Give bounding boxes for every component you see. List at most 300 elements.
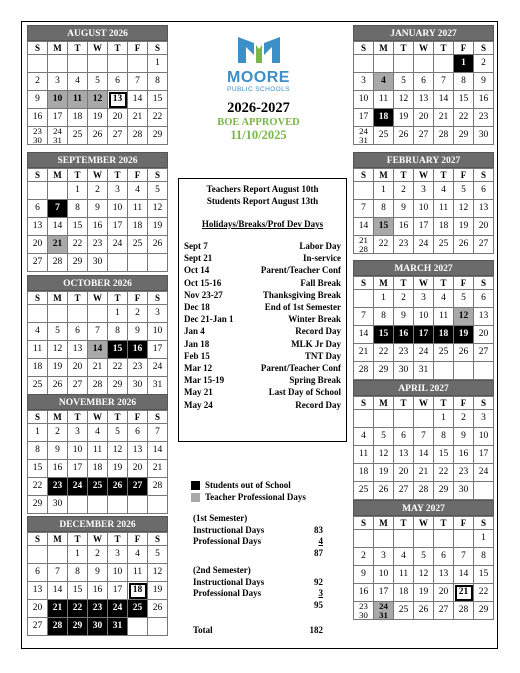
empty-cell: [108, 254, 128, 272]
week-row: [28, 73, 168, 91]
week-row: [354, 428, 494, 446]
day-cell: 14: [48, 218, 68, 236]
week-row: [354, 290, 494, 308]
day-cell: [28, 127, 48, 145]
legend-label: Teacher Professional Days: [205, 492, 306, 502]
month-grid: [27, 168, 168, 272]
day-cell: 9: [454, 428, 474, 446]
day-cell: 8: [68, 564, 88, 582]
school-year: 2026-2027: [227, 100, 290, 116]
legend: [191, 479, 306, 503]
day-cell: 27: [434, 602, 454, 620]
day-cell: 29: [68, 618, 88, 636]
week-row: [28, 460, 168, 478]
week-row: [354, 55, 494, 73]
empty-cell: [414, 410, 434, 428]
day-cell: 10: [108, 200, 128, 218]
empty-cell: [28, 182, 48, 200]
weekday-label: M: [48, 42, 68, 55]
day-cell: 23: [454, 464, 474, 482]
weekday-label: F: [454, 517, 474, 530]
day-cell: 26: [48, 377, 68, 395]
day-cell: 2: [128, 305, 148, 323]
day-cell: 6: [394, 428, 414, 446]
month-title: APRIL 2027: [353, 380, 494, 396]
empty-cell: [354, 530, 374, 548]
weekday-label: F: [454, 169, 474, 182]
week-row: [28, 323, 168, 341]
day-cell: 9: [474, 73, 494, 91]
empty-cell: [434, 530, 454, 548]
legend-item: [191, 479, 306, 491]
day-cell: 4: [68, 73, 88, 91]
day-cell: 27: [128, 478, 148, 496]
weekday-label: S: [474, 277, 494, 290]
week-row: [28, 127, 168, 145]
week-row: [28, 109, 168, 127]
week-row: [28, 377, 168, 395]
week-row: [354, 530, 494, 548]
day-cell: 9: [88, 564, 108, 582]
day-cell: 5: [48, 323, 68, 341]
day-cell: 30: [474, 127, 494, 145]
day-cell: 29: [434, 482, 454, 500]
empty-cell: [68, 55, 88, 73]
day-cell: 13: [474, 200, 494, 218]
day-cell: 30: [88, 618, 108, 636]
day-cell: 22: [148, 109, 168, 127]
day-cell: 13: [434, 566, 454, 584]
event-label: MLK Jr Day: [291, 338, 341, 349]
calendar-feb: [353, 152, 494, 254]
empty-cell: [88, 55, 108, 73]
week-row: [354, 127, 494, 145]
day-cell: 30: [394, 362, 414, 380]
weekday-label: M: [48, 411, 68, 424]
weekday-label: T: [108, 411, 128, 424]
day-cell: 25: [434, 236, 454, 254]
event-label: End of 1st Semester: [264, 302, 341, 313]
day-cell: 22: [474, 584, 494, 602]
weekday-label: S: [474, 517, 494, 530]
day-cell: 7: [354, 308, 374, 326]
week-row: [28, 442, 168, 460]
day-cell: 31: [414, 362, 434, 380]
weekday-label: S: [28, 411, 48, 424]
sem1-prof-label: Professional Days: [193, 536, 262, 546]
empty-cell: [128, 618, 148, 636]
sem1-prof-row: [193, 536, 323, 548]
day-cell: 6: [128, 424, 148, 442]
day-cell: 26: [108, 478, 128, 496]
weekday-header: [28, 42, 168, 55]
week-row: [28, 424, 168, 442]
weekday-label: T: [108, 292, 128, 305]
teachers-report: Teachers Report August 10th: [206, 184, 319, 194]
empty-cell: [414, 530, 434, 548]
day-cell: 13: [28, 582, 48, 600]
weekday-header: [28, 169, 168, 182]
day-cell: 10: [354, 91, 374, 109]
day-cell: 19: [108, 460, 128, 478]
day-cell: 16: [88, 218, 108, 236]
weekday-label: S: [354, 397, 374, 410]
day-cell: 19: [414, 584, 434, 602]
day-cell: 4: [434, 182, 454, 200]
day-cell: 16: [354, 584, 374, 602]
day-cell: 29: [474, 602, 494, 620]
weekday-label: T: [394, 169, 414, 182]
day-cell: 4: [128, 546, 148, 564]
day-cell: 12: [454, 200, 474, 218]
week-row: [354, 218, 494, 236]
event-date: Oct 15-16: [184, 277, 222, 288]
day-cell: 10: [374, 566, 394, 584]
day-cell: 25: [128, 600, 148, 618]
event-row: [184, 374, 341, 386]
week-row: [354, 566, 494, 584]
sem2-prof-label: Professional Days: [193, 588, 262, 598]
weekday-label: W: [88, 42, 108, 55]
event-date: Dec 18: [184, 302, 210, 313]
day-cell: 5: [394, 73, 414, 91]
day-cell: 9: [128, 323, 148, 341]
weekday-label: T: [68, 169, 88, 182]
empty-cell: [128, 496, 148, 514]
weekday-header: [354, 169, 494, 182]
day-number: 31: [379, 609, 388, 620]
event-label: Record Day: [295, 399, 341, 410]
event-date: Mar 12: [184, 363, 213, 374]
day-cell: 17: [354, 109, 374, 127]
day-cell: 14: [128, 91, 148, 109]
event-row: [184, 252, 341, 264]
day-cell: 6: [474, 290, 494, 308]
day-cell: 18: [128, 218, 148, 236]
day-cell: 17: [414, 218, 434, 236]
week-row: [354, 548, 494, 566]
month-grid: [27, 291, 168, 395]
empty-cell: [474, 362, 494, 380]
day-cell: 18: [88, 460, 108, 478]
empty-cell: [48, 305, 68, 323]
day-cell: 17: [68, 460, 88, 478]
week-row: [354, 362, 494, 380]
day-cell: 19: [88, 109, 108, 127]
week-row: [354, 344, 494, 362]
day-number: 24: [359, 127, 368, 136]
day-cell: 2: [394, 290, 414, 308]
logo-subtitle: PUBLIC SCHOOLS: [227, 86, 290, 93]
month-grid: [353, 41, 494, 145]
day-cell: 13: [394, 446, 414, 464]
event-label: Record Day: [295, 326, 341, 337]
month-title: FEBRUARY 2027: [353, 152, 494, 168]
day-cell: 9: [88, 200, 108, 218]
day-cell: 16: [48, 460, 68, 478]
day-cell: 3: [474, 410, 494, 428]
events-list: [184, 240, 341, 411]
grand-total-row: [193, 625, 323, 637]
day-cell: 28: [434, 127, 454, 145]
day-cell: 23: [88, 236, 108, 254]
holidays-heading: Holidays/Breaks/Prof Dev Days: [201, 219, 324, 229]
day-cell: 14: [434, 91, 454, 109]
empty-cell: [108, 55, 128, 73]
month-grid: [353, 516, 494, 620]
day-cell: 1: [434, 410, 454, 428]
day-cell: 12: [148, 200, 168, 218]
day-cell: 24: [108, 236, 128, 254]
day-cell: 27: [28, 618, 48, 636]
day-cell: 8: [374, 308, 394, 326]
day-cell: 22: [68, 600, 88, 618]
event-date: May 21: [184, 387, 213, 398]
day-cell: 11: [28, 341, 48, 359]
day-number: 23: [359, 602, 368, 611]
day-cell: 12: [454, 308, 474, 326]
week-row: [28, 496, 168, 514]
empty-cell: [454, 530, 474, 548]
weekday-label: T: [434, 277, 454, 290]
day-cell: 11: [374, 91, 394, 109]
day-cell: 15: [474, 566, 494, 584]
day-cell: 3: [148, 305, 168, 323]
week-row: [28, 91, 168, 109]
day-cell: 11: [434, 200, 454, 218]
weekday-label: T: [394, 517, 414, 530]
empty-cell: [28, 546, 48, 564]
day-cell: 20: [128, 460, 148, 478]
day-cell: 10: [68, 442, 88, 460]
day-cell: 17: [148, 341, 168, 359]
day-cell: 19: [148, 582, 168, 600]
day-cell: 26: [88, 127, 108, 145]
event-row: [184, 301, 341, 313]
weekday-label: T: [394, 277, 414, 290]
day-cell: 4: [374, 73, 394, 91]
day-cell: 11: [128, 564, 148, 582]
sem1-instr-row: [193, 525, 323, 537]
event-label: TNT Day: [304, 350, 341, 361]
empty-cell: [48, 55, 68, 73]
day-cell: [374, 602, 394, 620]
weekday-label: S: [148, 42, 168, 55]
day-cell: 26: [414, 602, 434, 620]
day-cell: 20: [474, 218, 494, 236]
day-cell: 22: [454, 109, 474, 127]
day-cell: 22: [68, 236, 88, 254]
day-cell: 10: [48, 91, 68, 109]
event-date: Sept 21: [184, 253, 213, 264]
weekday-label: S: [354, 169, 374, 182]
day-cell: 7: [128, 73, 148, 91]
day-cell: 8: [108, 323, 128, 341]
day-cell: 23: [394, 236, 414, 254]
day-cell: 1: [374, 182, 394, 200]
day-cell: 10: [414, 308, 434, 326]
day-cell: 19: [454, 326, 474, 344]
empty-cell: [434, 362, 454, 380]
sem1-heading: [193, 513, 323, 525]
day-cell: 29: [374, 362, 394, 380]
day-cell: 18: [128, 582, 148, 600]
day-cell: 14: [454, 566, 474, 584]
day-cell: 3: [414, 290, 434, 308]
event-label: Winter Break: [288, 314, 341, 325]
empty-cell: [374, 530, 394, 548]
day-cell: 8: [28, 442, 48, 460]
day-cell: 21: [48, 236, 68, 254]
weekday-label: W: [414, 169, 434, 182]
empty-cell: [148, 618, 168, 636]
day-cell: 27: [108, 127, 128, 145]
day-cell: 15: [108, 341, 128, 359]
day-cell: 16: [128, 341, 148, 359]
day-cell: 18: [434, 326, 454, 344]
day-cell: 30: [88, 254, 108, 272]
day-cell: 21: [48, 600, 68, 618]
empty-cell: [454, 362, 474, 380]
day-cell: 11: [128, 200, 148, 218]
weekday-label: S: [148, 292, 168, 305]
day-cell: 14: [48, 582, 68, 600]
day-cell: 29: [108, 377, 128, 395]
week-row: [28, 600, 168, 618]
day-cell: 2: [28, 73, 48, 91]
day-cell: 25: [28, 377, 48, 395]
day-cell: 21: [88, 359, 108, 377]
empty-cell: [474, 482, 494, 500]
month-grid: [27, 532, 168, 636]
weekday-label: F: [128, 42, 148, 55]
day-cell: 8: [474, 548, 494, 566]
day-cell: 20: [434, 584, 454, 602]
weekday-header: [28, 533, 168, 546]
weekday-label: S: [354, 277, 374, 290]
weekday-label: S: [354, 42, 374, 55]
empty-cell: [354, 182, 374, 200]
sem2-prof-row: [193, 588, 323, 600]
day-cell: 29: [148, 127, 168, 145]
weekday-header: [354, 277, 494, 290]
day-cell: 14: [148, 442, 168, 460]
weekday-label: T: [68, 533, 88, 546]
day-cell: 1: [374, 290, 394, 308]
day-cell: 27: [414, 127, 434, 145]
day-cell: 7: [454, 548, 474, 566]
day-cell: 24: [414, 344, 434, 362]
weekday-label: W: [88, 292, 108, 305]
week-row: [354, 584, 494, 602]
day-cell: 13: [28, 218, 48, 236]
day-cell: 19: [454, 218, 474, 236]
week-row: [28, 236, 168, 254]
empty-cell: [68, 496, 88, 514]
day-cell: 6: [68, 323, 88, 341]
sem2-instr-label: Instructional Days: [193, 576, 265, 587]
weekday-label: T: [108, 42, 128, 55]
day-cell: 4: [354, 428, 374, 446]
day-cell: 2: [88, 546, 108, 564]
day-cell: 3: [354, 73, 374, 91]
weekday-label: S: [474, 42, 494, 55]
weekday-label: T: [434, 517, 454, 530]
day-cell: 5: [454, 290, 474, 308]
weekday-label: M: [374, 397, 394, 410]
legend-label: Students out of School: [205, 480, 291, 490]
week-row: [28, 200, 168, 218]
weekday-label: T: [108, 169, 128, 182]
day-cell: 3: [414, 182, 434, 200]
day-cell: 28: [454, 602, 474, 620]
day-cell: 7: [88, 323, 108, 341]
empty-cell: [414, 55, 434, 73]
day-cell: 5: [88, 73, 108, 91]
week-row: [28, 55, 168, 73]
event-row: [184, 313, 341, 325]
sem2-instr-row: [193, 577, 323, 589]
sem2-prof-value: 3: [318, 588, 323, 598]
sem2-total-value: 95: [314, 599, 323, 610]
event-date: Mar 15-19: [184, 375, 225, 386]
day-cell: 5: [148, 182, 168, 200]
day-cell: 15: [148, 91, 168, 109]
day-cell: 6: [108, 73, 128, 91]
day-cell: [354, 127, 374, 145]
day-cell: 13: [128, 442, 148, 460]
week-row: [354, 109, 494, 127]
day-cell: 2: [354, 548, 374, 566]
event-date: Dec 21-Jan 1: [184, 314, 234, 325]
event-row: [184, 362, 341, 374]
day-cell: 11: [394, 566, 414, 584]
day-cell: 6: [28, 564, 48, 582]
calendar-nov: [27, 394, 168, 514]
week-row: [28, 359, 168, 377]
weekday-label: S: [148, 169, 168, 182]
day-cell: 14: [354, 326, 374, 344]
weekday-label: T: [394, 42, 414, 55]
weekday-label: T: [434, 169, 454, 182]
day-cell: 3: [108, 546, 128, 564]
day-cell: 27: [474, 236, 494, 254]
students-report: Students Report August 13th: [206, 196, 319, 206]
day-cell: 6: [434, 548, 454, 566]
day-cell: 26: [454, 344, 474, 362]
weekday-label: S: [28, 533, 48, 546]
day-number: 21: [359, 236, 368, 245]
day-cell: 9: [354, 566, 374, 584]
event-row: [184, 240, 341, 252]
week-row: [28, 305, 168, 323]
calendar-aug: [27, 25, 168, 145]
day-cell: 3: [48, 73, 68, 91]
event-row: [184, 399, 341, 411]
week-row: [28, 182, 168, 200]
day-cell: 2: [48, 424, 68, 442]
day-cell: 26: [148, 600, 168, 618]
week-row: [354, 464, 494, 482]
day-cell: 22: [374, 344, 394, 362]
empty-cell: [28, 305, 48, 323]
empty-cell: [48, 546, 68, 564]
event-label: Labor Day: [299, 241, 341, 251]
legend-swatch: [191, 481, 200, 490]
day-cell: 11: [354, 446, 374, 464]
day-cell: 2: [454, 410, 474, 428]
day-cell: 8: [374, 200, 394, 218]
